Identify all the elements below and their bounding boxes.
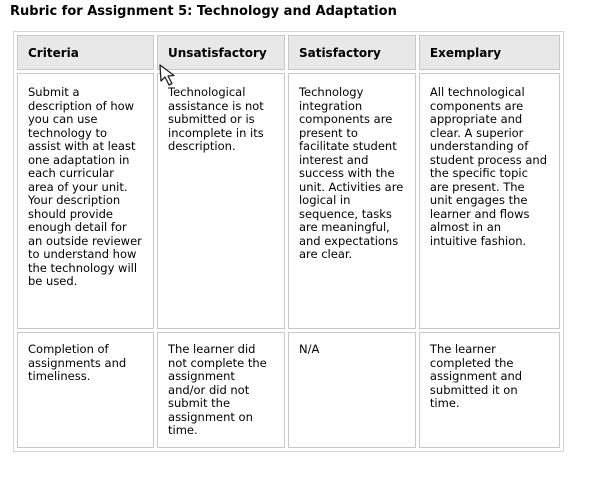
header-exemplary: Exemplary bbox=[419, 35, 560, 70]
header-criteria: Criteria bbox=[17, 35, 154, 70]
cell-criteria: Completion of assignments and timeliness. bbox=[17, 332, 154, 448]
cell-unsatisfactory: Technological assistance is not submitted or is incomplete in its description. bbox=[157, 73, 285, 329]
cell-unsatisfactory: The learner did not complete the assignment and/or did not submit the assignment on time. bbox=[157, 332, 285, 448]
page-title: Rubric for Assignment 5: Technology and Adaptation bbox=[10, 4, 397, 19]
table-row bbox=[17, 332, 560, 448]
table-header-row bbox=[17, 35, 560, 70]
table-row bbox=[17, 73, 560, 329]
header-satisfactory: Satisfactory bbox=[288, 35, 416, 70]
cell-satisfactory: Technology integration components are present to facilitate student interest and success with the unit. Activities are logical in sequence, tasks are meaningful, and expectations are clear. bbox=[288, 73, 416, 329]
cell-satisfactory: N/A bbox=[288, 332, 416, 448]
cell-exemplary: All technological components are appropriate and clear. A superior understanding of student process and the specific topic are present. The unit engages the learner and flows almost in an intuitive fashion. bbox=[419, 73, 560, 329]
header-unsatisfactory: Unsatisfactory bbox=[157, 35, 285, 70]
rubric-table bbox=[13, 31, 564, 452]
cell-criteria: Submit a description of how you can use technology to assist with at least one adaptation in each curricular area of your unit. Your description should provide enough detail for an outside reviewer to understand how the technology will be used. bbox=[17, 73, 154, 329]
cell-exemplary: The learner completed the assignment and submitted it on time. bbox=[419, 332, 560, 448]
mouse-pointer-icon bbox=[158, 63, 182, 89]
